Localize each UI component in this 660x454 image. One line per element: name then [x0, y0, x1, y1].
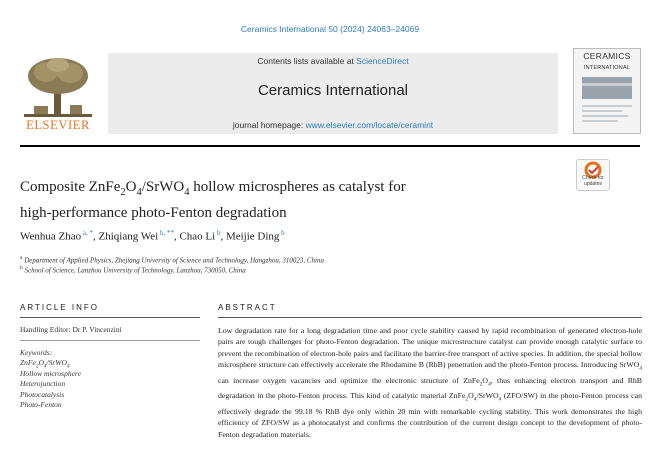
header-divider	[20, 145, 640, 147]
keyword-item: Photocatalysis	[20, 390, 65, 399]
author-affiliation-mark[interactable]: b, **	[158, 229, 174, 237]
publisher-name: ELSEVIER	[26, 118, 90, 132]
article-info-rule	[20, 317, 200, 318]
homepage-link[interactable]: www.elsevier.com/locate/ceramint	[305, 120, 434, 130]
contents-line	[108, 56, 558, 66]
sciencedirect-link[interactable]: ScienceDirect	[356, 56, 409, 66]
abstract-body: Low degradation rate for a long degradation time and poor cycle stability caused by rapid recombination of generated electron-hole pairs are tough challenges for photo-Fenton degradation. The unique microstructure catalyst can provide enough catalytic surface to prevent the recombination of electron-hole pairs and facilitate the barrier-free transport of active species. In addition, the special hollow microsphere structure can effectively accelerate the Rhodamine B (RhB) penetration and the photo-Fenton process. Introducing SrWO$_4$ can increase oxygen vacancies and optimize the electronic structure of $ZnFe_2O_4$, thus enhancing electron transport and RhB degradation in the photo-Fenton process. This kind of catalytic material $ZnFe_2O_4/SrWO_4$ (ZFO/SW) in the photo-Fenton process can effectively degrade the 99.18 % RhB dye only within 20 min with remarkable cycling stability. This work demonstrates the high efficiency of ZFO/SW as a photocatalyst and confirms the contribution of the current design concept to the development of photo-Fenton degradation materials.	[218, 326, 642, 439]
paper-title-line2: high-performance photo-Fenton degradation	[20, 205, 287, 221]
author-name[interactable]: Zhiqiang Wei	[98, 230, 159, 243]
abstract-rule	[218, 317, 642, 318]
check-for-updates-label	[576, 176, 610, 187]
homepage-line	[108, 120, 558, 130]
journal-title: Ceramics International	[257, 82, 409, 99]
keyword-item: $ZnFe_2O_4/SrWO_4$	[20, 358, 70, 370]
cover-title-line1: CERAMICS	[583, 51, 631, 61]
editor-rule	[20, 340, 200, 341]
keywords-label: Keywords:	[20, 348, 53, 357]
author-affiliation-mark[interactable]: b	[215, 229, 221, 237]
paper-title-line1: Composite $ZnFe_2O_4/SrWO_4$ hollow microspheres as catalyst for	[20, 179, 406, 198]
paper-title	[20, 177, 540, 224]
author-name[interactable]: Wenhua Zhao	[20, 230, 82, 243]
keyword-item: Hollow microsphere	[20, 369, 81, 378]
author-name[interactable]: Meijie Ding	[225, 230, 280, 243]
contents-prefix: Contents lists available at	[257, 56, 357, 66]
journal-reference[interactable]: Ceramics International 50 (2024) 24063–24069	[240, 24, 420, 34]
cover-title-line2: INTERNATIONAL	[583, 65, 631, 71]
author-affiliation-mark[interactable]: b	[279, 229, 285, 237]
badge-line2: updates	[584, 180, 602, 187]
author-name[interactable]: Chao Li	[179, 230, 216, 243]
badge-line1: Check for	[582, 175, 604, 181]
affiliation-b: $^b$ School of Science, Lanzhou University of Technology, Lanzhou, 730050, China	[20, 265, 246, 275]
affiliation-a: $^a$ Department of Applied Physics, Zhejiang University of Science and Technology, Hangzhou, 310023, China	[20, 255, 325, 265]
article-info-heading: ARTICLE INFO	[20, 303, 99, 312]
homepage-prefix: journal homepage:	[232, 120, 306, 130]
abstract-heading: ABSTRACT	[218, 303, 277, 312]
keyword-item: Photo-Fenton	[20, 400, 62, 409]
author-list: Wenhua Zhao $^{a, *}$, Zhiqiang Wei $^{b, **}$, Chao Li $^b$, Meijie Ding $^b$	[20, 229, 285, 243]
handling-editor: Handling Editor: Dr P. Vincenzini	[20, 325, 122, 334]
author-affiliation-mark[interactable]: a, *	[81, 229, 93, 237]
keyword-item: Heterojunction	[20, 379, 66, 388]
